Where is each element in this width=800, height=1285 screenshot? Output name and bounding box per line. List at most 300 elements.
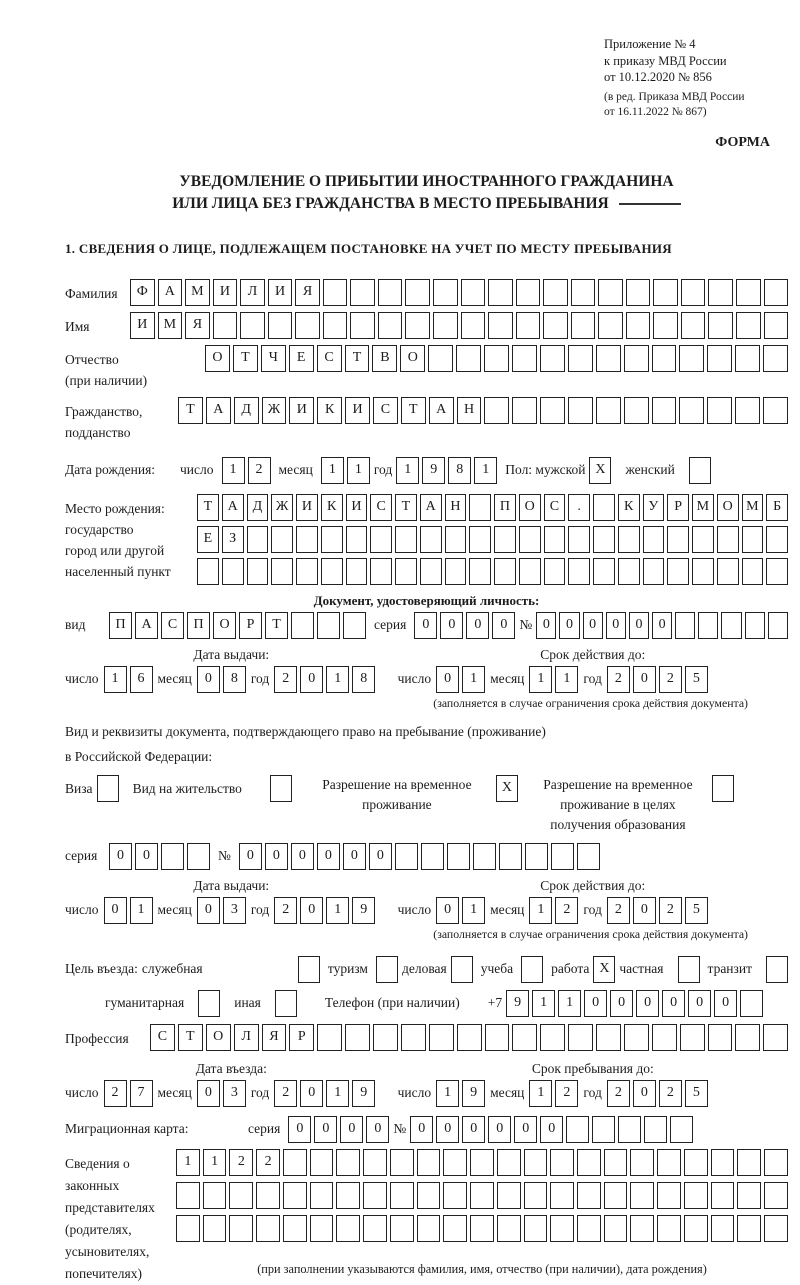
char-box[interactable]: 2 <box>555 897 578 924</box>
char-box[interactable] <box>577 843 600 870</box>
char-box[interactable] <box>473 843 496 870</box>
purpose-other-checkbox[interactable] <box>275 990 297 1017</box>
char-box[interactable]: Т <box>265 612 288 639</box>
permit-valid-day[interactable] <box>436 897 485 924</box>
residence-permit-checkbox[interactable] <box>270 775 292 802</box>
char-box[interactable] <box>488 312 513 339</box>
char-box[interactable]: 0 <box>584 990 607 1017</box>
char-box[interactable]: 1 <box>474 457 497 484</box>
char-box[interactable] <box>717 558 739 585</box>
char-box[interactable]: 0 <box>462 1116 485 1143</box>
char-box[interactable] <box>698 612 718 639</box>
char-box[interactable] <box>283 1182 307 1209</box>
char-box[interactable]: 1 <box>532 990 555 1017</box>
birthplace-input-line3[interactable] <box>197 558 788 585</box>
char-box[interactable] <box>593 526 615 553</box>
char-box[interactable] <box>764 1215 788 1242</box>
stay-day[interactable] <box>436 1080 485 1107</box>
char-box[interactable] <box>417 1182 441 1209</box>
char-box[interactable] <box>721 612 741 639</box>
char-box[interactable] <box>653 279 678 306</box>
char-box[interactable] <box>516 279 541 306</box>
char-box[interactable] <box>247 558 269 585</box>
char-box[interactable] <box>670 1116 693 1143</box>
char-box[interactable] <box>317 1024 342 1051</box>
char-box[interactable] <box>568 345 593 372</box>
char-box[interactable]: 9 <box>352 1080 375 1107</box>
char-box[interactable] <box>763 1024 788 1051</box>
char-box[interactable]: 0 <box>291 843 314 870</box>
char-box[interactable]: Ж <box>271 494 293 521</box>
char-box[interactable]: 1 <box>130 897 153 924</box>
char-box[interactable] <box>350 312 375 339</box>
char-box[interactable]: А <box>135 612 158 639</box>
char-box[interactable] <box>652 397 677 424</box>
char-box[interactable]: 1 <box>222 457 245 484</box>
char-box[interactable] <box>711 1182 735 1209</box>
char-box[interactable] <box>550 1149 574 1176</box>
char-box[interactable] <box>543 312 568 339</box>
char-box[interactable] <box>735 345 760 372</box>
char-box[interactable]: 1 <box>462 666 485 693</box>
char-box[interactable]: 7 <box>130 1080 153 1107</box>
char-box[interactable]: 1 <box>326 1080 349 1107</box>
char-box[interactable] <box>577 1182 601 1209</box>
char-box[interactable] <box>544 558 566 585</box>
char-box[interactable] <box>630 1149 654 1176</box>
char-box[interactable] <box>445 526 467 553</box>
char-box[interactable] <box>470 1215 494 1242</box>
char-box[interactable] <box>317 612 340 639</box>
char-box[interactable] <box>630 1182 654 1209</box>
char-box[interactable] <box>310 1182 334 1209</box>
char-box[interactable]: Ж <box>262 397 287 424</box>
char-box[interactable] <box>429 1024 454 1051</box>
patronymic-input[interactable] <box>205 345 788 372</box>
char-box[interactable]: 9 <box>422 457 445 484</box>
char-box[interactable]: З <box>222 526 244 553</box>
char-box[interactable] <box>544 526 566 553</box>
char-box[interactable] <box>420 526 442 553</box>
char-box[interactable] <box>494 526 516 553</box>
doc-kind-input[interactable] <box>109 612 366 639</box>
char-box[interactable] <box>271 558 293 585</box>
char-box[interactable]: 0 <box>197 1080 220 1107</box>
purpose-official-checkbox[interactable] <box>298 956 320 983</box>
char-box[interactable]: 0 <box>688 990 711 1017</box>
char-box[interactable] <box>488 279 513 306</box>
char-box[interactable]: 0 <box>662 990 685 1017</box>
char-box[interactable]: 2 <box>256 1149 280 1176</box>
entry-year[interactable] <box>274 1080 375 1107</box>
char-box[interactable] <box>568 1024 593 1051</box>
purpose-tourism-checkbox[interactable] <box>376 956 398 983</box>
char-box[interactable] <box>485 1024 510 1051</box>
char-box[interactable] <box>405 279 430 306</box>
char-box[interactable]: 0 <box>197 666 220 693</box>
char-box[interactable] <box>390 1149 414 1176</box>
char-box[interactable] <box>740 990 763 1017</box>
char-box[interactable] <box>310 1149 334 1176</box>
char-box[interactable]: О <box>717 494 739 521</box>
char-box[interactable] <box>456 345 481 372</box>
char-box[interactable]: Р <box>667 494 689 521</box>
char-box[interactable] <box>763 397 788 424</box>
char-box[interactable] <box>203 1215 227 1242</box>
char-box[interactable]: 9 <box>462 1080 485 1107</box>
char-box[interactable]: Л <box>234 1024 259 1051</box>
representatives-input-line1[interactable] <box>176 1149 788 1176</box>
char-box[interactable]: 1 <box>529 666 552 693</box>
char-box[interactable] <box>256 1215 280 1242</box>
char-box[interactable] <box>395 526 417 553</box>
char-box[interactable] <box>735 397 760 424</box>
char-box[interactable] <box>624 1024 649 1051</box>
char-box[interactable]: 0 <box>300 897 323 924</box>
representatives-input-line2[interactable] <box>176 1182 788 1209</box>
char-box[interactable] <box>680 1024 705 1051</box>
char-box[interactable] <box>577 1149 601 1176</box>
char-box[interactable] <box>568 526 590 553</box>
char-box[interactable] <box>222 558 244 585</box>
char-box[interactable]: 0 <box>197 897 220 924</box>
char-box[interactable] <box>321 526 343 553</box>
char-box[interactable]: 1 <box>555 666 578 693</box>
char-box[interactable]: С <box>544 494 566 521</box>
char-box[interactable]: Т <box>178 1024 203 1051</box>
char-box[interactable]: 1 <box>326 666 349 693</box>
char-box[interactable]: У <box>643 494 665 521</box>
char-box[interactable] <box>524 1215 548 1242</box>
char-box[interactable]: И <box>130 312 155 339</box>
char-box[interactable]: 0 <box>343 843 366 870</box>
char-box[interactable] <box>618 526 640 553</box>
char-box[interactable]: И <box>345 397 370 424</box>
char-box[interactable] <box>346 526 368 553</box>
char-box[interactable] <box>604 1182 628 1209</box>
char-box[interactable] <box>626 312 651 339</box>
char-box[interactable]: 0 <box>629 612 649 639</box>
char-box[interactable] <box>417 1215 441 1242</box>
char-box[interactable] <box>766 526 788 553</box>
profession-input[interactable] <box>150 1024 788 1051</box>
char-box[interactable]: 2 <box>274 666 297 693</box>
char-box[interactable] <box>618 558 640 585</box>
char-box[interactable]: Ф <box>130 279 155 306</box>
char-box[interactable] <box>256 1182 280 1209</box>
char-box[interactable] <box>679 397 704 424</box>
char-box[interactable] <box>296 526 318 553</box>
char-box[interactable]: Н <box>457 397 482 424</box>
char-box[interactable] <box>525 843 548 870</box>
char-box[interactable]: В <box>372 345 397 372</box>
phone-input[interactable] <box>506 990 763 1017</box>
char-box[interactable]: 0 <box>583 612 603 639</box>
char-box[interactable] <box>667 558 689 585</box>
permit-issue-day[interactable] <box>104 897 153 924</box>
char-box[interactable]: 0 <box>369 843 392 870</box>
char-box[interactable]: 2 <box>274 1080 297 1107</box>
char-box[interactable] <box>421 843 444 870</box>
char-box[interactable] <box>213 312 238 339</box>
char-box[interactable] <box>598 279 623 306</box>
char-box[interactable] <box>692 526 714 553</box>
char-box[interactable] <box>543 279 568 306</box>
char-box[interactable] <box>494 558 516 585</box>
char-box[interactable] <box>401 1024 426 1051</box>
char-box[interactable]: 0 <box>440 612 463 639</box>
char-box[interactable] <box>378 312 403 339</box>
permit-issue-year[interactable] <box>274 897 375 924</box>
char-box[interactable] <box>736 312 761 339</box>
char-box[interactable] <box>470 1149 494 1176</box>
char-box[interactable]: 1 <box>462 897 485 924</box>
char-box[interactable]: 0 <box>104 897 127 924</box>
char-box[interactable] <box>742 558 764 585</box>
char-box[interactable]: 9 <box>506 990 529 1017</box>
char-box[interactable] <box>240 312 265 339</box>
birth-year-input[interactable] <box>396 457 497 484</box>
doc-valid-day[interactable] <box>436 666 485 693</box>
char-box[interactable]: 0 <box>300 1080 323 1107</box>
char-box[interactable] <box>550 1215 574 1242</box>
char-box[interactable]: С <box>150 1024 175 1051</box>
char-box[interactable] <box>390 1182 414 1209</box>
char-box[interactable]: 1 <box>436 1080 459 1107</box>
char-box[interactable] <box>566 1116 589 1143</box>
char-box[interactable] <box>370 558 392 585</box>
char-box[interactable]: Д <box>234 397 259 424</box>
char-box[interactable]: 0 <box>606 612 626 639</box>
permit-valid-year[interactable] <box>607 897 708 924</box>
char-box[interactable] <box>512 1024 537 1051</box>
char-box[interactable] <box>764 1149 788 1176</box>
char-box[interactable] <box>711 1215 735 1242</box>
char-box[interactable]: П <box>187 612 210 639</box>
char-box[interactable] <box>626 279 651 306</box>
name-input[interactable] <box>130 312 788 339</box>
char-box[interactable] <box>428 345 453 372</box>
char-box[interactable]: А <box>420 494 442 521</box>
permit-issue-month[interactable] <box>197 897 246 924</box>
char-box[interactable]: 0 <box>536 612 556 639</box>
char-box[interactable] <box>203 1182 227 1209</box>
char-box[interactable] <box>417 1149 441 1176</box>
char-box[interactable]: М <box>185 279 210 306</box>
char-box[interactable] <box>657 1149 681 1176</box>
char-box[interactable] <box>598 312 623 339</box>
char-box[interactable] <box>681 279 706 306</box>
permit-series-input[interactable] <box>109 843 210 870</box>
purpose-private-checkbox[interactable] <box>678 956 700 983</box>
char-box[interactable] <box>499 843 522 870</box>
char-box[interactable] <box>336 1182 360 1209</box>
char-box[interactable]: 2 <box>248 457 271 484</box>
char-box[interactable]: О <box>400 345 425 372</box>
char-box[interactable]: М <box>742 494 764 521</box>
char-box[interactable] <box>497 1182 521 1209</box>
birth-month-input[interactable] <box>321 457 370 484</box>
char-box[interactable]: 0 <box>488 1116 511 1143</box>
char-box[interactable]: 0 <box>366 1116 389 1143</box>
char-box[interactable]: 2 <box>104 1080 127 1107</box>
char-box[interactable]: Л <box>240 279 265 306</box>
char-box[interactable]: М <box>158 312 183 339</box>
char-box[interactable] <box>568 558 590 585</box>
char-box[interactable] <box>519 526 541 553</box>
char-box[interactable]: 1 <box>104 666 127 693</box>
char-box[interactable]: Т <box>197 494 219 521</box>
char-box[interactable] <box>540 345 565 372</box>
char-box[interactable] <box>295 312 320 339</box>
char-box[interactable] <box>524 1182 548 1209</box>
char-box[interactable] <box>445 558 467 585</box>
mig-number-input[interactable] <box>410 1116 693 1143</box>
char-box[interactable]: П <box>109 612 132 639</box>
char-box[interactable] <box>764 279 789 306</box>
doc-valid-year[interactable] <box>607 666 708 693</box>
char-box[interactable]: 0 <box>317 843 340 870</box>
char-box[interactable] <box>323 279 348 306</box>
char-box[interactable] <box>604 1149 628 1176</box>
temp-residence-edu-checkbox[interactable] <box>712 775 734 802</box>
char-box[interactable] <box>737 1149 761 1176</box>
char-box[interactable] <box>370 526 392 553</box>
char-box[interactable] <box>321 558 343 585</box>
char-box[interactable] <box>652 345 677 372</box>
char-box[interactable] <box>469 558 491 585</box>
char-box[interactable] <box>768 612 788 639</box>
char-box[interactable] <box>577 1215 601 1242</box>
char-box[interactable]: 0 <box>340 1116 363 1143</box>
char-box[interactable]: 0 <box>636 990 659 1017</box>
doc-valid-month[interactable] <box>529 666 578 693</box>
char-box[interactable] <box>745 612 765 639</box>
char-box[interactable]: 1 <box>396 457 419 484</box>
char-box[interactable] <box>247 526 269 553</box>
char-box[interactable]: К <box>317 397 342 424</box>
char-box[interactable] <box>551 843 574 870</box>
char-box[interactable]: 0 <box>633 897 656 924</box>
char-box[interactable] <box>363 1215 387 1242</box>
char-box[interactable] <box>443 1215 467 1242</box>
char-box[interactable] <box>176 1215 200 1242</box>
char-box[interactable] <box>283 1149 307 1176</box>
char-box[interactable]: 0 <box>633 1080 656 1107</box>
char-box[interactable] <box>643 526 665 553</box>
char-box[interactable]: 9 <box>352 897 375 924</box>
char-box[interactable]: С <box>161 612 184 639</box>
char-box[interactable] <box>717 526 739 553</box>
char-box[interactable]: М <box>692 494 714 521</box>
char-box[interactable]: 3 <box>223 1080 246 1107</box>
char-box[interactable] <box>596 345 621 372</box>
char-box[interactable]: К <box>618 494 640 521</box>
char-box[interactable] <box>405 312 430 339</box>
char-box[interactable] <box>378 279 403 306</box>
char-box[interactable] <box>310 1215 334 1242</box>
char-box[interactable]: 2 <box>659 1080 682 1107</box>
char-box[interactable]: А <box>222 494 244 521</box>
char-box[interactable] <box>735 1024 760 1051</box>
char-box[interactable] <box>497 1215 521 1242</box>
char-box[interactable] <box>336 1149 360 1176</box>
char-box[interactable]: Н <box>445 494 467 521</box>
char-box[interactable]: К <box>321 494 343 521</box>
char-box[interactable]: 0 <box>514 1116 537 1143</box>
char-box[interactable] <box>433 279 458 306</box>
char-box[interactable] <box>420 558 442 585</box>
surname-input[interactable] <box>130 279 788 306</box>
char-box[interactable]: Я <box>185 312 210 339</box>
char-box[interactable]: Т <box>178 397 203 424</box>
char-box[interactable] <box>764 312 789 339</box>
char-box[interactable] <box>470 1182 494 1209</box>
char-box[interactable] <box>708 1024 733 1051</box>
char-box[interactable]: 0 <box>492 612 515 639</box>
char-box[interactable]: 1 <box>347 457 370 484</box>
char-box[interactable] <box>296 558 318 585</box>
char-box[interactable]: 2 <box>659 666 682 693</box>
purpose-work-checkbox[interactable]: X <box>593 956 615 983</box>
representatives-input-line3[interactable] <box>176 1215 788 1242</box>
char-box[interactable] <box>336 1215 360 1242</box>
char-box[interactable] <box>667 526 689 553</box>
char-box[interactable]: 0 <box>633 666 656 693</box>
doc-issue-month[interactable] <box>197 666 246 693</box>
char-box[interactable] <box>707 397 732 424</box>
sex-female-checkbox[interactable] <box>689 457 711 484</box>
char-box[interactable] <box>764 1182 788 1209</box>
char-box[interactable]: О <box>213 612 236 639</box>
char-box[interactable]: 0 <box>436 1116 459 1143</box>
char-box[interactable]: 6 <box>130 666 153 693</box>
char-box[interactable]: А <box>429 397 454 424</box>
char-box[interactable]: 0 <box>239 843 262 870</box>
purpose-humanitarian-checkbox[interactable] <box>198 990 220 1017</box>
char-box[interactable] <box>283 1215 307 1242</box>
char-box[interactable]: С <box>317 345 342 372</box>
char-box[interactable]: И <box>296 494 318 521</box>
char-box[interactable]: И <box>268 279 293 306</box>
char-box[interactable]: О <box>206 1024 231 1051</box>
char-box[interactable] <box>737 1182 761 1209</box>
permit-valid-month[interactable] <box>529 897 578 924</box>
char-box[interactable] <box>571 279 596 306</box>
char-box[interactable]: 1 <box>529 1080 552 1107</box>
doc-issue-day[interactable] <box>104 666 153 693</box>
temp-residence-checkbox[interactable]: X <box>496 775 518 802</box>
char-box[interactable] <box>524 1149 548 1176</box>
char-box[interactable] <box>596 1024 621 1051</box>
char-box[interactable] <box>630 1215 654 1242</box>
char-box[interactable] <box>363 1149 387 1176</box>
char-box[interactable] <box>345 1024 370 1051</box>
char-box[interactable]: Р <box>239 612 262 639</box>
purpose-business-checkbox[interactable] <box>451 956 473 983</box>
char-box[interactable]: 2 <box>229 1149 253 1176</box>
birthplace-input-line2[interactable] <box>197 526 788 553</box>
visa-checkbox[interactable] <box>97 775 119 802</box>
char-box[interactable] <box>711 1149 735 1176</box>
char-box[interactable]: 0 <box>652 612 672 639</box>
char-box[interactable]: И <box>346 494 368 521</box>
char-box[interactable]: Я <box>262 1024 287 1051</box>
char-box[interactable] <box>229 1182 253 1209</box>
char-box[interactable] <box>197 558 219 585</box>
char-box[interactable]: А <box>158 279 183 306</box>
char-box[interactable]: 1 <box>176 1149 200 1176</box>
